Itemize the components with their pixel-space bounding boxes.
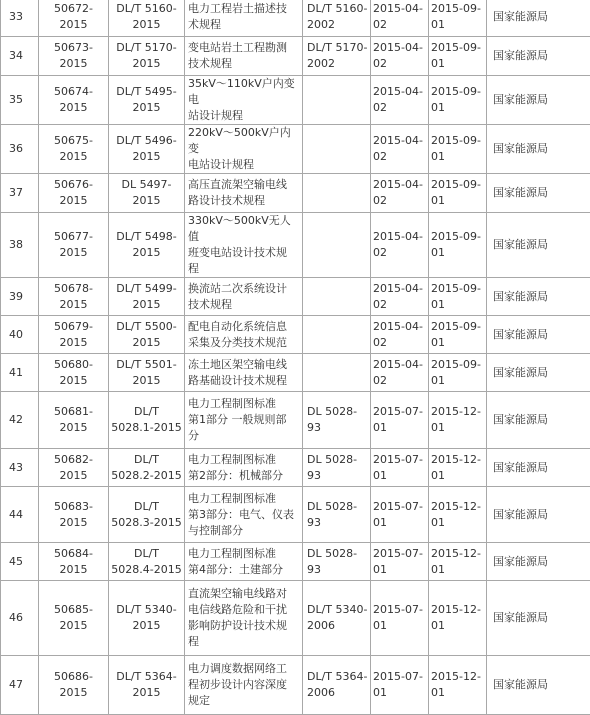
issuing-authority-cell: 国家能源局	[487, 543, 590, 581]
approval-date-cell: 2015-04- 02	[371, 278, 429, 316]
table-row	[1, 76, 590, 125]
issuing-authority-cell: 国家能源局	[487, 354, 590, 392]
issuing-authority-cell: 国家能源局	[487, 0, 590, 37]
standard-number-cell: DL/T 5496- 2015	[109, 125, 185, 174]
issuing-authority-cell: 国家能源局	[487, 487, 590, 543]
table-row	[1, 354, 590, 392]
row-number-cell: 34	[1, 37, 39, 76]
issuing-authority-cell: 国家能源局	[487, 37, 590, 76]
approval-date-cell: 2015-07- 01	[371, 449, 429, 487]
implementation-date-cell: 2015-12- 01	[429, 487, 487, 543]
approval-date-cell: 2015-04- 02	[371, 125, 429, 174]
table-row	[1, 37, 590, 76]
implementation-date-cell: 2015-09- 01	[429, 354, 487, 392]
record-number-cell: 50680- 2015	[39, 354, 109, 392]
standard-number-cell: DL/T 5340- 2015	[109, 581, 185, 656]
record-number-cell: 50679- 2015	[39, 316, 109, 354]
standard-number-cell: DL/T 5028.1-2015	[109, 392, 185, 449]
replaced-standard-cell: DL/T 5340- 2006	[303, 581, 371, 656]
approval-date-cell: 2015-07- 01	[371, 581, 429, 656]
row-number-cell: 38	[1, 213, 39, 278]
replaced-standard-cell	[303, 174, 371, 213]
replaced-standard-cell: DL 5028-93	[303, 543, 371, 581]
implementation-date-cell: 2015-09- 01	[429, 37, 487, 76]
standard-number-cell: DL/T 5028.4-2015	[109, 543, 185, 581]
standard-name-cell: 电力调度数据网络工 程初步设计内容深度 规定	[185, 656, 303, 715]
table-row	[1, 316, 590, 354]
approval-date-cell: 2015-07- 01	[371, 392, 429, 449]
standard-name-cell: 220kV～500kV户内变 电站设计规程	[185, 125, 303, 174]
approval-date-cell: 2015-04- 02	[371, 354, 429, 392]
record-number-cell: 50675- 2015	[39, 125, 109, 174]
replaced-standard-cell: DL 5028-93	[303, 449, 371, 487]
issuing-authority-cell: 国家能源局	[487, 392, 590, 449]
standard-name-cell: 直流架空输电线路对 电信线路危险和干扰 影响防护设计技术规 程	[185, 581, 303, 656]
table-row	[1, 449, 590, 487]
table-row	[1, 581, 590, 656]
standard-name-cell: 电力工程制图标准 第1部分 一般规则部 分	[185, 392, 303, 449]
table-row	[1, 487, 590, 543]
row-number-cell: 43	[1, 449, 39, 487]
standard-name-cell: 330kV～500kV无人值 班变电站设计技术规 程	[185, 213, 303, 278]
replaced-standard-cell	[303, 316, 371, 354]
row-number-cell: 47	[1, 656, 39, 715]
replaced-standard-cell: DL 5028-93	[303, 392, 371, 449]
standard-number-cell: DL/T 5499- 2015	[109, 278, 185, 316]
row-number-cell: 45	[1, 543, 39, 581]
row-number-cell: 37	[1, 174, 39, 213]
issuing-authority-cell: 国家能源局	[487, 581, 590, 656]
record-number-cell: 50686- 2015	[39, 656, 109, 715]
implementation-date-cell: 2015-12- 01	[429, 656, 487, 715]
row-number-cell: 33	[1, 0, 39, 37]
standard-name-cell: 变电站岩土工程勘测 技术规程	[185, 37, 303, 76]
replaced-standard-cell	[303, 354, 371, 392]
standard-name-cell: 35kV～110kV户内变电 站设计规程	[185, 76, 303, 125]
table-row	[1, 543, 590, 581]
standard-number-cell: DL 5497- 2015	[109, 174, 185, 213]
record-number-cell: 50678- 2015	[39, 278, 109, 316]
implementation-date-cell: 2015-09- 01	[429, 174, 487, 213]
row-number-cell: 39	[1, 278, 39, 316]
standard-number-cell: DL/T 5170- 2015	[109, 37, 185, 76]
table-row	[1, 0, 590, 37]
replaced-standard-cell	[303, 76, 371, 125]
issuing-authority-cell: 国家能源局	[487, 213, 590, 278]
standard-number-cell: DL/T 5501- 2015	[109, 354, 185, 392]
approval-date-cell: 2015-04- 02	[371, 0, 429, 37]
standard-number-cell: DL/T 5028.2-2015	[109, 449, 185, 487]
standard-number-cell: DL/T 5500- 2015	[109, 316, 185, 354]
record-number-cell: 50684- 2015	[39, 543, 109, 581]
approval-date-cell: 2015-04- 02	[371, 76, 429, 125]
issuing-authority-cell: 国家能源局	[487, 449, 590, 487]
replaced-standard-cell: DL 5028-93	[303, 487, 371, 543]
table-body	[1, 0, 590, 715]
row-number-cell: 35	[1, 76, 39, 125]
record-number-cell: 50685- 2015	[39, 581, 109, 656]
standard-number-cell: DL/T 5364- 2015	[109, 656, 185, 715]
record-number-cell: 50677- 2015	[39, 213, 109, 278]
table-row	[1, 125, 590, 174]
record-number-cell: 50681- 2015	[39, 392, 109, 449]
issuing-authority-cell: 国家能源局	[487, 316, 590, 354]
replaced-standard-cell: DL/T 5160- 2002	[303, 0, 371, 37]
record-number-cell: 50673- 2015	[39, 37, 109, 76]
issuing-authority-cell: 国家能源局	[487, 656, 590, 715]
standard-number-cell: DL/T 5495- 2015	[109, 76, 185, 125]
replaced-standard-cell	[303, 213, 371, 278]
table-row	[1, 174, 590, 213]
standard-name-cell: 电力工程制图标准 第4部分：土建部分	[185, 543, 303, 581]
approval-date-cell: 2015-04- 02	[371, 174, 429, 213]
issuing-authority-cell: 国家能源局	[487, 278, 590, 316]
row-number-cell: 42	[1, 392, 39, 449]
replaced-standard-cell	[303, 125, 371, 174]
row-number-cell: 44	[1, 487, 39, 543]
row-number-cell: 36	[1, 125, 39, 174]
replaced-standard-cell: DL/T 5170- 2002	[303, 37, 371, 76]
table-row	[1, 213, 590, 278]
approval-date-cell: 2015-07- 01	[371, 656, 429, 715]
implementation-date-cell: 2015-09- 01	[429, 125, 487, 174]
table-row	[1, 392, 590, 449]
standard-name-cell: 电力工程制图标准 第2部分：机械部分	[185, 449, 303, 487]
implementation-date-cell: 2015-09- 01	[429, 213, 487, 278]
standard-name-cell: 高压直流架空输电线 路设计技术规程	[185, 174, 303, 213]
standard-name-cell: 冻土地区架空输电线 路基础设计技术规程	[185, 354, 303, 392]
table-row	[1, 278, 590, 316]
implementation-date-cell: 2015-12- 01	[429, 449, 487, 487]
approval-date-cell: 2015-07- 01	[371, 543, 429, 581]
issuing-authority-cell: 国家能源局	[487, 76, 590, 125]
record-number-cell: 50672- 2015	[39, 0, 109, 37]
issuing-authority-cell: 国家能源局	[487, 174, 590, 213]
approval-date-cell: 2015-04- 02	[371, 213, 429, 278]
implementation-date-cell: 2015-12- 01	[429, 392, 487, 449]
replaced-standard-cell	[303, 278, 371, 316]
row-number-cell: 46	[1, 581, 39, 656]
standard-name-cell: 换流站二次系统设计 技术规程	[185, 278, 303, 316]
approval-date-cell: 2015-04- 02	[371, 316, 429, 354]
implementation-date-cell: 2015-09- 01	[429, 0, 487, 37]
row-number-cell: 40	[1, 316, 39, 354]
implementation-date-cell: 2015-12- 01	[429, 543, 487, 581]
implementation-date-cell: 2015-09- 01	[429, 278, 487, 316]
approval-date-cell: 2015-07- 01	[371, 487, 429, 543]
row-number-cell: 41	[1, 354, 39, 392]
approval-date-cell: 2015-04- 02	[371, 37, 429, 76]
standard-name-cell: 电力工程岩土描述技 术规程	[185, 0, 303, 37]
replaced-standard-cell: DL/T 5364- 2006	[303, 656, 371, 715]
record-number-cell: 50682- 2015	[39, 449, 109, 487]
standard-number-cell: DL/T 5160- 2015	[109, 0, 185, 37]
standard-number-cell: DL/T 5028.3-2015	[109, 487, 185, 543]
implementation-date-cell: 2015-09- 01	[429, 316, 487, 354]
standard-number-cell: DL/T 5498- 2015	[109, 213, 185, 278]
record-number-cell: 50683- 2015	[39, 487, 109, 543]
implementation-date-cell: 2015-09- 01	[429, 76, 487, 125]
implementation-date-cell: 2015-12- 01	[429, 581, 487, 656]
table-row	[1, 656, 590, 715]
issuing-authority-cell: 国家能源局	[487, 125, 590, 174]
record-number-cell: 50674- 2015	[39, 76, 109, 125]
record-number-cell: 50676- 2015	[39, 174, 109, 213]
standard-name-cell: 配电自动化系统信息 采集及分类技术规范	[185, 316, 303, 354]
standard-name-cell: 电力工程制图标准 第3部分：电气、仪表 与控制部分	[185, 487, 303, 543]
